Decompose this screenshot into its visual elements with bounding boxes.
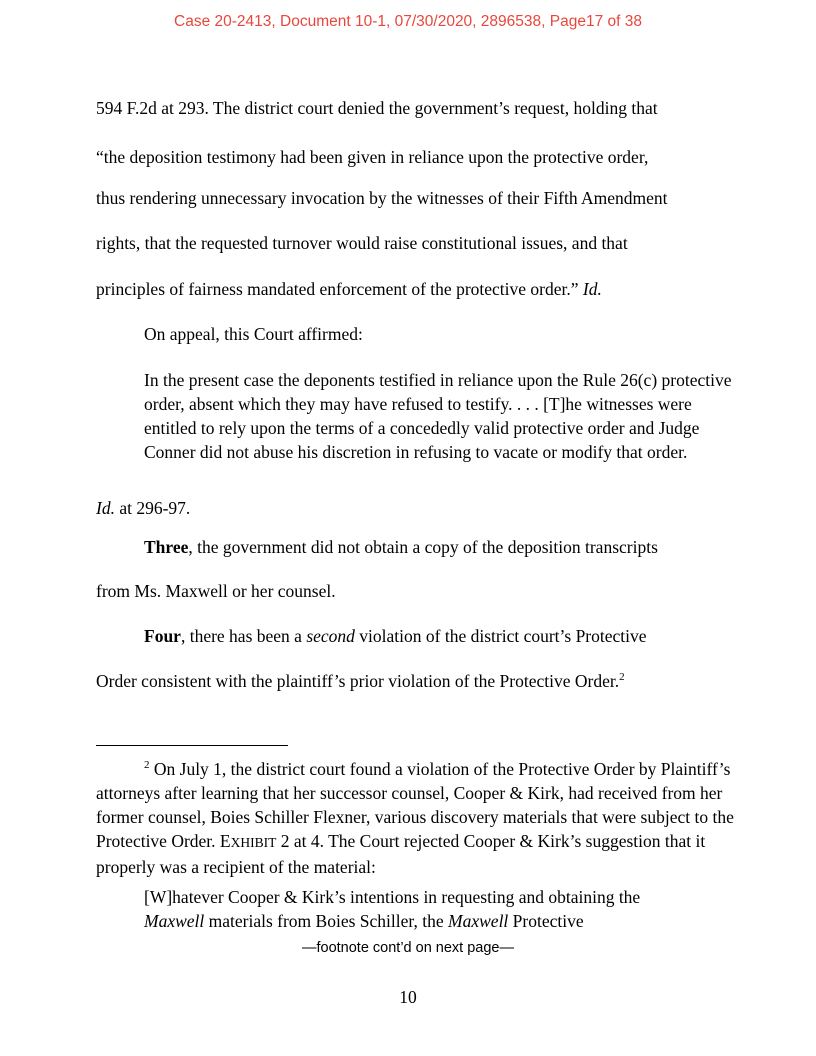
- page-number: 10: [399, 987, 417, 1007]
- footnote-quote-text: [W]hatever Cooper & Kirk’s intentions in requesting and obtaining the: [144, 887, 641, 907]
- footnote-number: 2: [144, 759, 150, 771]
- body-line: thus rendering unnecessary invocation by the witnesses of their Fifth Amendment: [96, 188, 668, 208]
- footnote-quote-text: Protective: [508, 911, 584, 931]
- emphasis: second: [306, 626, 355, 646]
- point-label: Four: [144, 626, 181, 646]
- footnote-quote: [144, 885, 704, 933]
- body-line: from Ms. Maxwell or her counsel.: [96, 581, 336, 601]
- point-four: [144, 625, 647, 647]
- intro-line: On appeal, this Court affirmed:: [144, 324, 363, 344]
- emphasis: Maxwell: [448, 911, 509, 931]
- body-line: “the deposition testimony had been given in reliance upon the protective order,: [96, 147, 649, 167]
- citation-line: [96, 497, 190, 519]
- case-header-stamp: Case 20-2413, Document 10-1, 07/30/2020, 2896538, Page17 of 38: [174, 13, 642, 30]
- footnote-divider: [96, 745, 288, 746]
- body-line: [96, 278, 602, 300]
- body-line-text: principles of fairness mandated enforcement of the protective order.”: [96, 279, 583, 299]
- body-line: rights, that the requested turnover would raise constitutional issues, and that: [96, 233, 628, 253]
- footnote-text: On July 1, the district court found a violation of the Protective Order by Plaintiff’s attorneys after learning that her successor counsel, Cooper & Kirk, had received from her former counsel, Boies Schiller Flexner, various discovery materials that were subject to the Protective Order.: [96, 759, 734, 851]
- body-line: 594 F.2d at 293. The district court denied the government’s request, holding that: [96, 98, 658, 118]
- id-citation: Id.: [96, 498, 115, 518]
- footnote-text: 2 at 4. The Court rejected Cooper & Kirk’s suggestion that it properly was a recipient of the material:: [96, 831, 706, 877]
- point-three: [144, 536, 658, 558]
- footnote-reference[interactable]: 2: [619, 671, 625, 683]
- exhibit-smallcaps: XHIBIT: [230, 835, 277, 850]
- point-label: Three: [144, 537, 189, 557]
- exhibit-cap: E: [219, 831, 231, 851]
- body-line-text: Order consistent with the plaintiff’s prior violation of the Protective Order.: [96, 671, 620, 691]
- id-citation: Id.: [582, 279, 602, 299]
- point-text: , the government did not obtain a copy of the deposition transcripts: [188, 537, 658, 557]
- footnote-quote-text: materials from Boies Schiller, the: [204, 911, 449, 931]
- point-text: , there has been a: [180, 626, 307, 646]
- emphasis: Maxwell: [144, 911, 205, 931]
- footnote-2: [96, 757, 736, 879]
- footnote-continued-notice: —footnote cont’d on next page—: [301, 940, 514, 956]
- block-quote: In the present case the deponents testified in reliance upon the Rule 26(c) protective order, absent which they may have refused to testify. . . . [T]he witnesses were entitled to rely upon the terms of a concededly valid protective order and Judge Conner did not abuse his discretion in refusing to vacate or modify that order.: [144, 370, 732, 462]
- citation-pages: at 296-97.: [114, 498, 191, 518]
- point-text: violation of the district court’s Protective: [354, 626, 647, 646]
- body-line: [96, 670, 625, 692]
